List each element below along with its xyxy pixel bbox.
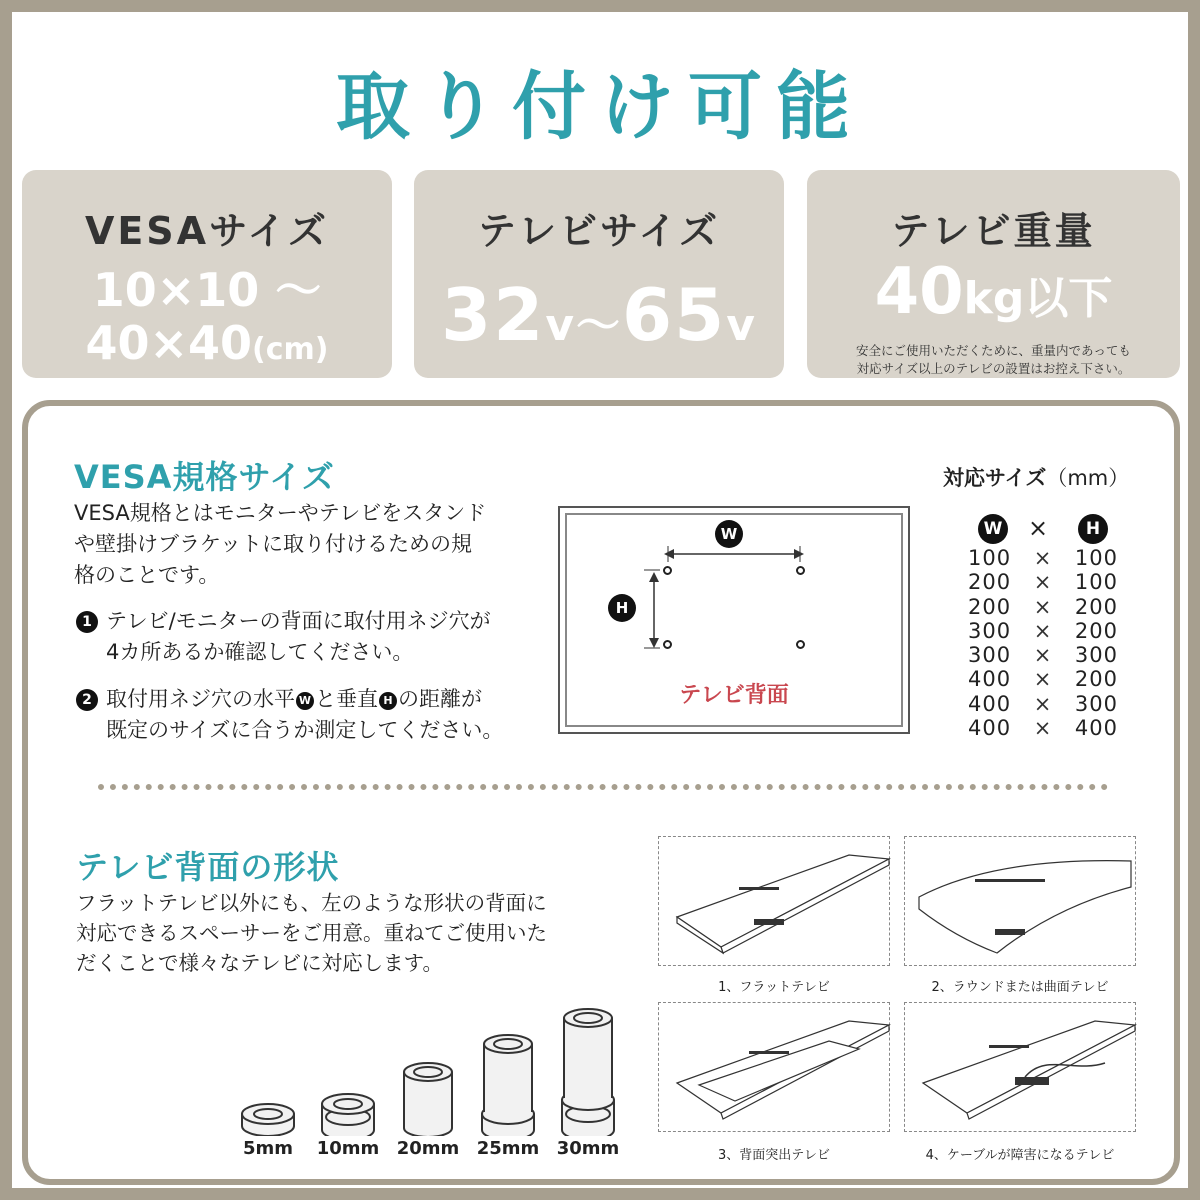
vesa-size-card [22, 170, 392, 378]
vesa-diagram [558, 506, 910, 734]
size-w: 200 [968, 594, 1012, 619]
tv-weight-value: 40kg以下 [874, 255, 1113, 329]
screw-hole-icon [663, 566, 672, 575]
vesa-step-2: 2 取付用ネジ穴の水平 W と垂直 H の距離が 既定のサイズに合うか測定してください。 [76, 684, 503, 746]
size-w: 200 [968, 570, 1012, 595]
vesa-section-title: VESA規格サイズ [74, 458, 335, 496]
tv-type-caption: 3、背面突出テレビ [717, 1148, 830, 1163]
size-w: 400 [968, 667, 1012, 692]
size-row [968, 716, 1118, 740]
size-h: 200 [1074, 667, 1118, 692]
spacer-label: 5mm [242, 1138, 294, 1159]
tv-type-caption: 2、ラウンドまたは曲面テレビ [931, 980, 1109, 995]
vesa-size-label: VESAサイズ [84, 209, 330, 253]
size-w: 400 [968, 691, 1012, 716]
w-header-icon: W [978, 514, 1008, 544]
shape-description: フラットテレビ以外にも、左のような形状の背面に 対応できるスペーサーをご用意。重ねてご使用いた だくことで様々なテレビに対応します。 [76, 891, 547, 975]
section-divider [98, 784, 1108, 790]
header-times: × [1028, 514, 1049, 542]
size-times: × [1033, 570, 1053, 595]
size-row [968, 619, 1118, 643]
size-row [968, 570, 1118, 594]
curved-tv-illustration [904, 836, 1136, 966]
tv-size-value: 32v〜65v [441, 273, 757, 357]
size-h: 100 [1074, 546, 1118, 570]
tv-weight-note: 安全にご使用いただくために、重量内であっても 対応サイズ以上のテレビの設置はお控え下さい。 [856, 343, 1131, 376]
flat-tv-illustration [658, 836, 890, 966]
tv-size-card [414, 170, 784, 378]
cable-tv-illustration [904, 1002, 1136, 1132]
protruding-tv-illustration [658, 1002, 890, 1132]
spacer-label: 25mm [476, 1138, 540, 1159]
size-times: × [1033, 643, 1053, 668]
tv-weight-card [807, 170, 1180, 378]
size-times: × [1033, 618, 1053, 643]
tv-size-label: テレビサイズ [477, 209, 721, 253]
shape-section-title: テレビ背面の形状 [76, 848, 340, 886]
spacer-label: 30mm [556, 1138, 620, 1159]
supported-sizes-title: 対応サイズ（mm） [943, 466, 1130, 490]
size-times: × [1033, 594, 1053, 619]
size-row [968, 643, 1118, 667]
size-h: 300 [1074, 643, 1118, 668]
spacer-label: 10mm [316, 1138, 380, 1159]
size-times: × [1033, 546, 1053, 570]
size-h: 400 [1074, 716, 1118, 741]
tv-type-caption: 1、フラットテレビ [718, 980, 830, 995]
h-symbol-icon: H [379, 692, 397, 710]
tv-type-caption: 4、ケーブルが障害になるテレビ [925, 1148, 1115, 1163]
vesa-description: VESA規格とはモニターやテレビをスタンド や壁掛けブラケットに取り付けるための規 格のことです。 [74, 501, 487, 587]
size-row [968, 595, 1118, 619]
page-title: 取り付け可能 [336, 64, 864, 150]
size-times: × [1033, 716, 1053, 741]
vesa-size-min: 10×10 〜 [92, 263, 322, 317]
tv-back-label: テレビ背面 [679, 683, 789, 708]
screw-hole-icon [796, 566, 805, 575]
size-h: 300 [1074, 691, 1118, 716]
size-row [968, 667, 1118, 691]
sizes-table [968, 546, 1118, 740]
h-header-icon: H [1078, 514, 1108, 544]
h-badge-icon: H [608, 594, 636, 622]
info-panel [22, 400, 1180, 1185]
vesa-step-1: 1 テレビ/モニターの背面に取付用ネジ穴が 4カ所あるか確認してください。 [76, 606, 491, 668]
size-times: × [1033, 691, 1053, 716]
size-w: 100 [968, 546, 1012, 570]
screw-hole-icon [796, 640, 805, 649]
vesa-size-max: 40×40(cm) [85, 316, 329, 370]
spacer-label: 20mm [396, 1138, 460, 1159]
size-row [968, 692, 1118, 716]
size-row [968, 546, 1118, 570]
tv-weight-label: テレビ重量 [891, 209, 1096, 253]
size-h: 200 [1074, 594, 1118, 619]
step-2-number-icon: 2 [76, 689, 98, 711]
step-1-number-icon: 1 [76, 611, 98, 633]
size-h: 200 [1074, 618, 1118, 643]
sizes-header [978, 512, 1101, 544]
screw-hole-icon [663, 640, 672, 649]
size-w: 300 [968, 643, 1012, 668]
size-h: 100 [1074, 570, 1118, 595]
w-symbol-icon: W [296, 692, 314, 710]
w-badge-icon: W [715, 520, 743, 548]
size-times: × [1033, 667, 1053, 692]
size-w: 400 [968, 716, 1012, 741]
spacer-illustrations [228, 996, 628, 1136]
size-w: 300 [968, 618, 1012, 643]
